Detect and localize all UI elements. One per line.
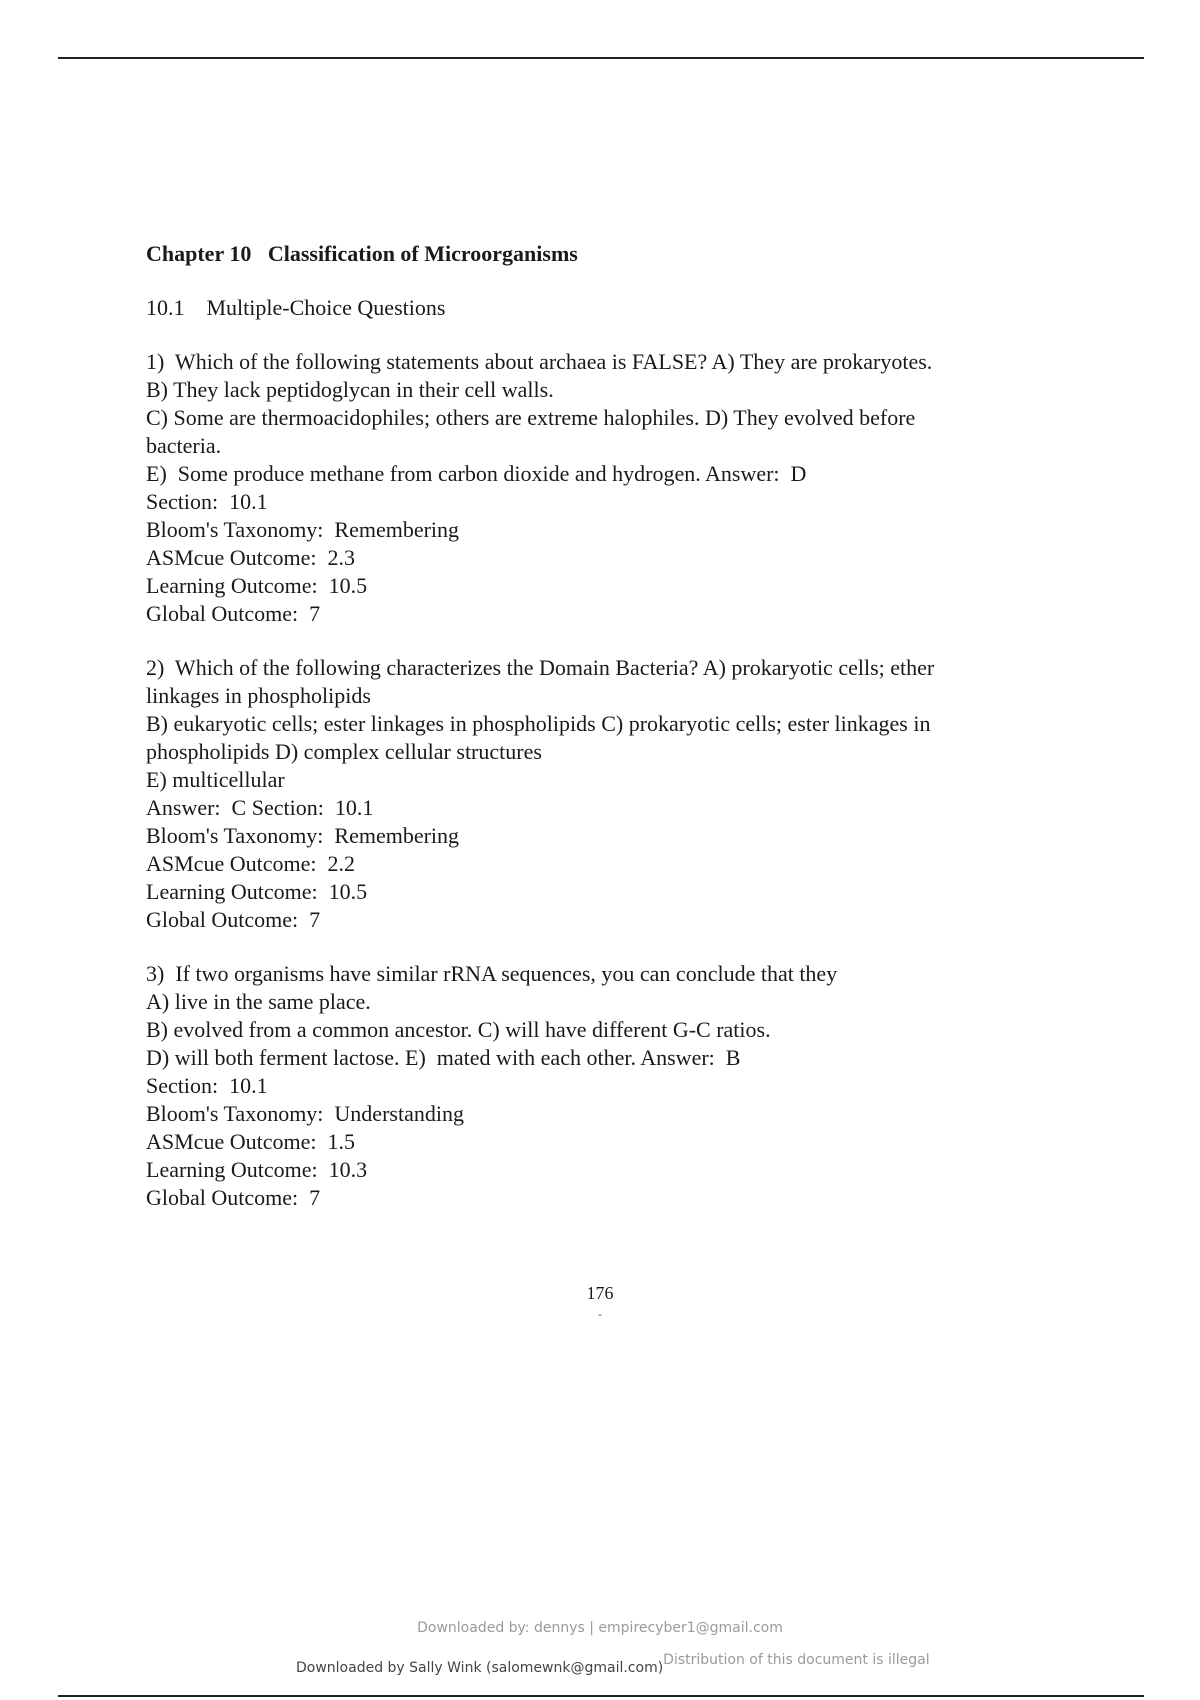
page-number: 176 [586,1283,614,1303]
question-line: E) multicellular [146,767,285,792]
question-meta-line: Bloom's Taxonomy: Remembering [146,823,460,848]
download-notice-2-text: Downloaded by Sally Wink (salomewnk@gmail.com) [296,1660,664,1676]
bottom-rule [58,1695,1144,1697]
question-line: 3) If two organisms have similar rRNA sequences, you can conclude that they [146,961,838,986]
top-rule [58,57,1144,59]
question-line: B) evolved from a common ancestor. C) will have different G-C ratios. [146,1017,771,1042]
page-dot: - [598,1307,602,1321]
question-line: D) will both ferment lactose. E) mated with each other. Answer: B [146,1045,741,1070]
download-notice-2 [296,1652,930,1676]
question-meta-line: Bloom's Taxonomy: Remembering [146,517,460,542]
distribution-notice: Distribution of this document is illegal [663,1652,930,1668]
question-line: phospholipids D) complex cellular structures [146,739,542,764]
question-meta-line: Global Outcome: 7 [146,907,321,932]
question-meta-line: Learning Outcome: 10.5 [146,879,368,904]
question-meta-line: Global Outcome: 7 [146,601,321,626]
question-meta-line: ASMcue Outcome: 2.2 [146,851,355,876]
question-line: linkages in phospholipids [146,683,371,708]
question-line: 1) Which of the following statements about archaea is FALSE? A) They are prokaryotes. [146,349,933,374]
question-meta-line: Section: 10.1 [146,1073,268,1098]
question-line: E) Some produce methane from carbon dioxide and hydrogen. Answer: D [146,461,807,486]
question-meta-line: Global Outcome: 7 [146,1185,321,1210]
page-content [146,240,1046,1238]
question-meta-line: Answer: C Section: 10.1 [146,795,374,820]
question-meta-line: ASMcue Outcome: 1.5 [146,1129,355,1154]
question-meta-line: ASMcue Outcome: 2.3 [146,545,355,570]
question-line: 2) Which of the following characterizes the Domain Bacteria? A) prokaryotic cells; ether [146,655,935,680]
question-3 [146,960,1046,1212]
question-meta-line: Learning Outcome: 10.3 [146,1157,368,1182]
question-meta-line: Learning Outcome: 10.5 [146,573,368,598]
question-meta-line: Section: 10.1 [146,489,268,514]
question-line: B) eukaryotic cells; ester linkages in phospholipids C) prokaryotic cells; ester linkages in [146,711,931,736]
question-2 [146,654,1046,934]
question-1 [146,348,1046,628]
section-heading: 10.1 Multiple-Choice Questions [146,295,446,320]
question-meta-line: Bloom's Taxonomy: Understanding [146,1101,464,1126]
download-notice-1: Downloaded by: dennys | empirecyber1@gmail.com [417,1620,783,1636]
chapter-title: Chapter 10 Classification of Microorganisms [146,241,578,266]
question-line: C) Some are thermoacidophiles; others are extreme halophiles. D) They evolved before [146,405,916,430]
question-line: A) live in the same place. [146,989,371,1014]
question-line: bacteria. [146,433,222,458]
question-line: B) They lack peptidoglycan in their cell walls. [146,377,554,402]
